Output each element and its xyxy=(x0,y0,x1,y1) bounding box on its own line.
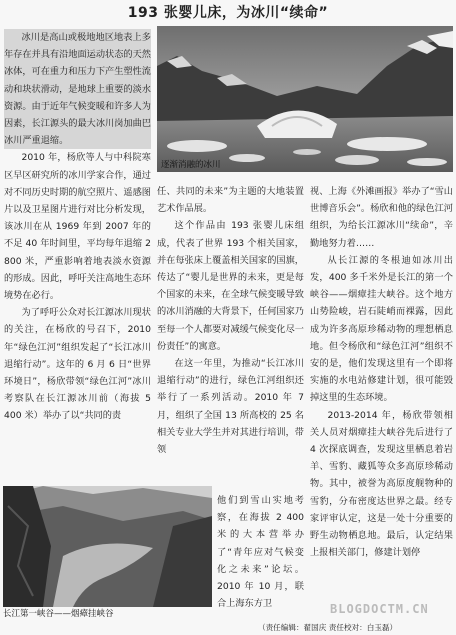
paragraph: 这个作品由 193 张婴儿床组成，代表了世界 193 个相关国家，并在每张床上覆盖相关国家的国旗，传达了“婴儿是世界的未来，更是每个国家的未来，在全球气候变暖导致的冰川消融的大背景下，任何国家乃至每一个人都要对减缓气候变化尽一份责任”的寓意。 xyxy=(157,220,304,352)
canyon-caption: 长江第一峡谷——烟瘴挂峡谷 xyxy=(3,609,114,619)
paragraph: 他们到雪山实地考察，在海拔 2 400 米的大本营举办了“青年应对气候变化之未来”论坛。2010 年 10 月，联合上海东方卫 xyxy=(217,495,304,610)
canyon-photo xyxy=(3,486,212,607)
article-title: 193 张婴儿床，为冰川“续命” xyxy=(127,5,329,21)
column-1 xyxy=(4,29,151,425)
paragraph: 冰川是高山或极地地区地表上多年存在并具有沿地面运动状态的天然冰体，可在重力和压力下产生塑性流动和块状滑动，是地球上重要的淡水资源。由于近年气候变暖和许多人为因素，长江源头的最大冰川岗加曲巴冰川严重退缩。 xyxy=(4,29,151,149)
paragraph: 为了呼吁公众对长江源冰川现状的关注，在杨欣的号召下，2010 年“绿色江河”组织发起了“长江冰川退缩行动”。这年的 6 月 6 日“世界环境日”，杨欣带领“绿色江河”冰川考察队在长江源冰川前（海拔 5 400 米）举办了以“共同的责 xyxy=(4,307,151,422)
column-2-continued xyxy=(217,492,304,612)
glacier-caption: 逐渐消融的冰川 xyxy=(161,160,221,170)
paragraph: 在这一年里，为推动“长江冰川退缩行动”的进行，绿色江河组织还举行了一系列活动。2010 年 7 月，组织了全国 13 所高校的 25 名相关专业大学生并对其进行培训，带领 xyxy=(157,358,304,456)
paragraph: 2013-2014 年，杨欣带领相关人员对烟瘴挂大峡谷先后进行了 4 次探底调查，发现这里栖息着岩羊、雪豹、藏狐等众多高原珍稀动物。其中，被誉为高原度舰物种的雪豹，分布密度达世界之最。经专家评审认定，这是一处十分重要的野生动物栖息地。最后，认定结果上报相关部门，修建计划停 xyxy=(310,409,453,559)
column-3 xyxy=(310,183,453,561)
watermark: BLOGDOCTM.CN xyxy=(330,602,429,616)
glacier-photo xyxy=(157,26,453,172)
paragraph: 2010 年，杨欣等人与中科院寒区早区研究所的冰川学家合作，通过对不同历史时期的航空照片、遥感图片以及卫星图片进行对比分析发现，该冰川在从 1969 年到 2007 年的不足 40 年时间里，平均每年退缩 2 800 米，严重影响着地表淡水资源的形成。因此，呼吁关注高地生态环境势在必行。 xyxy=(4,152,151,302)
column-2 xyxy=(157,183,304,458)
paragraph: 从长江源的冬根迪如冰川出发，400 多千米外是长江的第一个峡谷——烟瘴挂大峡谷。这个地方山势险峻，岩石陡峭而裸露，因此成为许多高原珍稀动物的理想栖息地。但令杨欣和“绿色江河”组织不安的是，他们发现这里有一个即将实施的水电站修建计划，很可能毁掉这里的生态环境。 xyxy=(310,254,453,404)
paragraph: 视、上海《外滩画报》举办了“雪山世博音乐会”。杨欣和他的绿色江河组织，为给长江源冰川“续命”，辛勤地努力着…… xyxy=(310,186,453,249)
editor-credit: （责任编辑：翟国庆 责任校对：白玉磊） xyxy=(258,623,398,632)
paragraph: 任、共同的未来”为主题的大地装置艺术作品展。 xyxy=(157,186,304,215)
